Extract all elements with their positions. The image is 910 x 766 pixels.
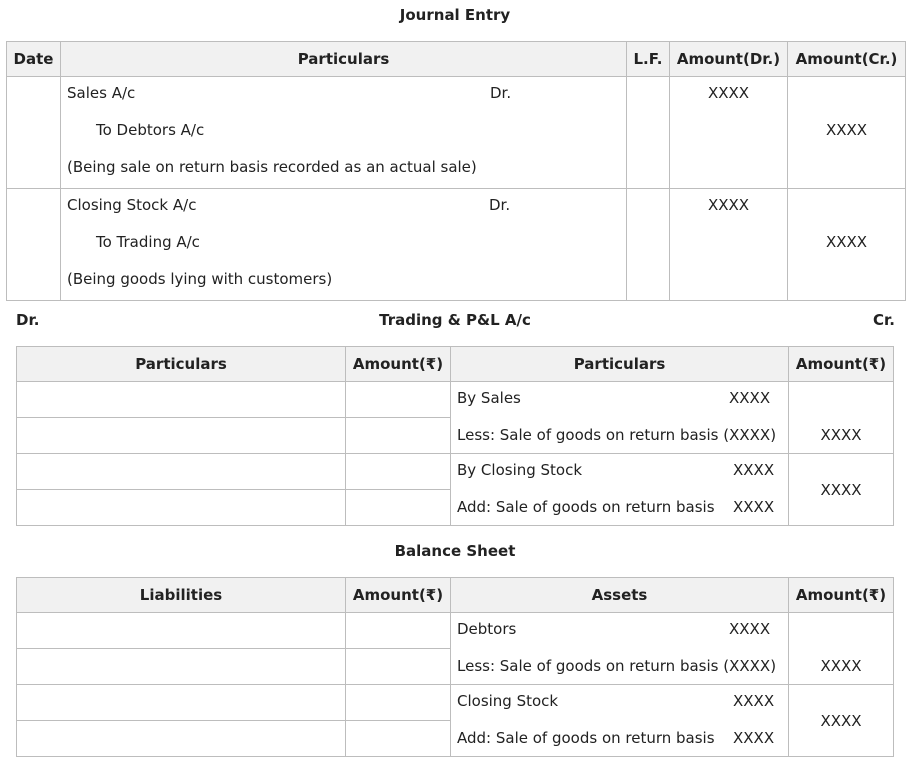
dr-marker: Dr.: [489, 196, 511, 214]
empty-cell: [346, 490, 451, 526]
trading-credit-group: [451, 454, 789, 526]
empty-cell: [346, 685, 451, 721]
header-assets: Assets: [451, 578, 789, 613]
lf-cell: [627, 189, 670, 301]
empty-cell: [17, 721, 346, 757]
cr-amount-cell: [788, 77, 906, 189]
header-amount-right: Amount(₹): [789, 578, 894, 613]
group-line1-amount: XXXX: [733, 461, 775, 479]
trading-credit-total-cell: [789, 382, 894, 454]
empty-cell: [17, 454, 346, 490]
lf-cell: [627, 77, 670, 189]
credit-account: To Debtors A/c: [96, 121, 205, 139]
group-line1-amount: XXXX: [729, 620, 771, 638]
journal-entry-row: [7, 77, 906, 189]
group-total: XXXX: [820, 480, 862, 499]
group-line2-amount: (XXXX): [723, 657, 777, 675]
group-line1-amount: XXXX: [729, 389, 771, 407]
balance-title: Balance Sheet: [394, 542, 516, 560]
group-line1: By Sales: [457, 389, 521, 407]
empty-cell: [346, 382, 451, 418]
dr-amount-cell: [670, 77, 788, 189]
narration: (Being sale on return basis recorded as an actual sale): [67, 158, 477, 176]
empty-cell: [17, 685, 346, 721]
group-line2-amount: (XXXX): [723, 426, 777, 444]
debit-account: Closing Stock A/c: [67, 196, 197, 214]
group-line1-amount: XXXX: [733, 692, 775, 710]
empty-cell: [17, 613, 346, 649]
trading-credit-group: [451, 382, 789, 454]
trading-table: [16, 346, 894, 526]
empty-cell: [346, 418, 451, 454]
dr-amount: XXXX: [707, 196, 750, 214]
journal-table: [6, 41, 906, 301]
cr-amount: XXXX: [825, 121, 868, 139]
particulars-cell: [61, 77, 627, 189]
group-line2-amount: XXXX: [733, 729, 775, 747]
header-lf: L.F.: [627, 42, 670, 77]
cr-amount-cell: [788, 189, 906, 301]
trading-title: Trading & P&L A/c: [379, 311, 531, 329]
group-line2: Less: Sale of goods on return basis: [457, 426, 719, 444]
dr-amount-cell: [670, 189, 788, 301]
header-amount-dr: Amount(Dr.): [670, 42, 788, 77]
group-line1: Debtors: [457, 620, 517, 638]
header-amount-cr: Amount(Cr.): [788, 42, 906, 77]
group-line2: Add: Sale of goods on return basis: [457, 729, 715, 747]
empty-cell: [17, 382, 346, 418]
debit-account: Sales A/c: [67, 84, 136, 102]
header-particulars-right: Particulars: [451, 347, 789, 382]
header-amount-left: Amount(₹): [346, 578, 451, 613]
empty-cell: [346, 613, 451, 649]
dr-side-label: Dr.: [16, 311, 40, 329]
assets-total-cell: [789, 685, 894, 757]
date-cell: [7, 77, 61, 189]
cr-side-label: Cr.: [873, 311, 895, 329]
trading-credit-total-cell: [789, 454, 894, 526]
header-amount-left: Amount(₹): [346, 347, 451, 382]
date-cell: [7, 189, 61, 301]
balance-table: [16, 577, 894, 757]
header-particulars-left: Particulars: [17, 347, 346, 382]
journal-title: Journal Entry: [399, 6, 511, 24]
dr-amount: XXXX: [707, 84, 750, 102]
cr-amount: XXXX: [825, 233, 868, 251]
dr-marker: Dr.: [490, 84, 512, 102]
header-date: Date: [7, 42, 61, 77]
header-particulars: Particulars: [61, 42, 627, 77]
group-line2-amount: XXXX: [733, 498, 775, 516]
empty-cell: [17, 418, 346, 454]
group-line2: Less: Sale of goods on return basis: [457, 657, 719, 675]
empty-cell: [17, 649, 346, 685]
group-total: XXXX: [820, 657, 862, 675]
assets-group: [451, 613, 789, 685]
empty-cell: [346, 721, 451, 757]
group-line2: Add: Sale of goods on return basis: [457, 498, 715, 516]
assets-total-cell: [789, 613, 894, 685]
empty-cell: [17, 490, 346, 526]
group-line1: Closing Stock: [457, 692, 559, 710]
empty-cell: [346, 649, 451, 685]
assets-group: [451, 685, 789, 757]
narration: (Being goods lying with customers): [67, 270, 333, 288]
header-amount-right: Amount(₹): [789, 347, 894, 382]
header-liabilities: Liabilities: [17, 578, 346, 613]
particulars-cell: [61, 189, 627, 301]
group-total: XXXX: [820, 426, 862, 444]
credit-account: To Trading A/c: [96, 233, 200, 251]
journal-entry-row: [7, 189, 906, 301]
group-line1: By Closing Stock: [457, 461, 583, 479]
group-total: XXXX: [820, 711, 862, 730]
empty-cell: [346, 454, 451, 490]
